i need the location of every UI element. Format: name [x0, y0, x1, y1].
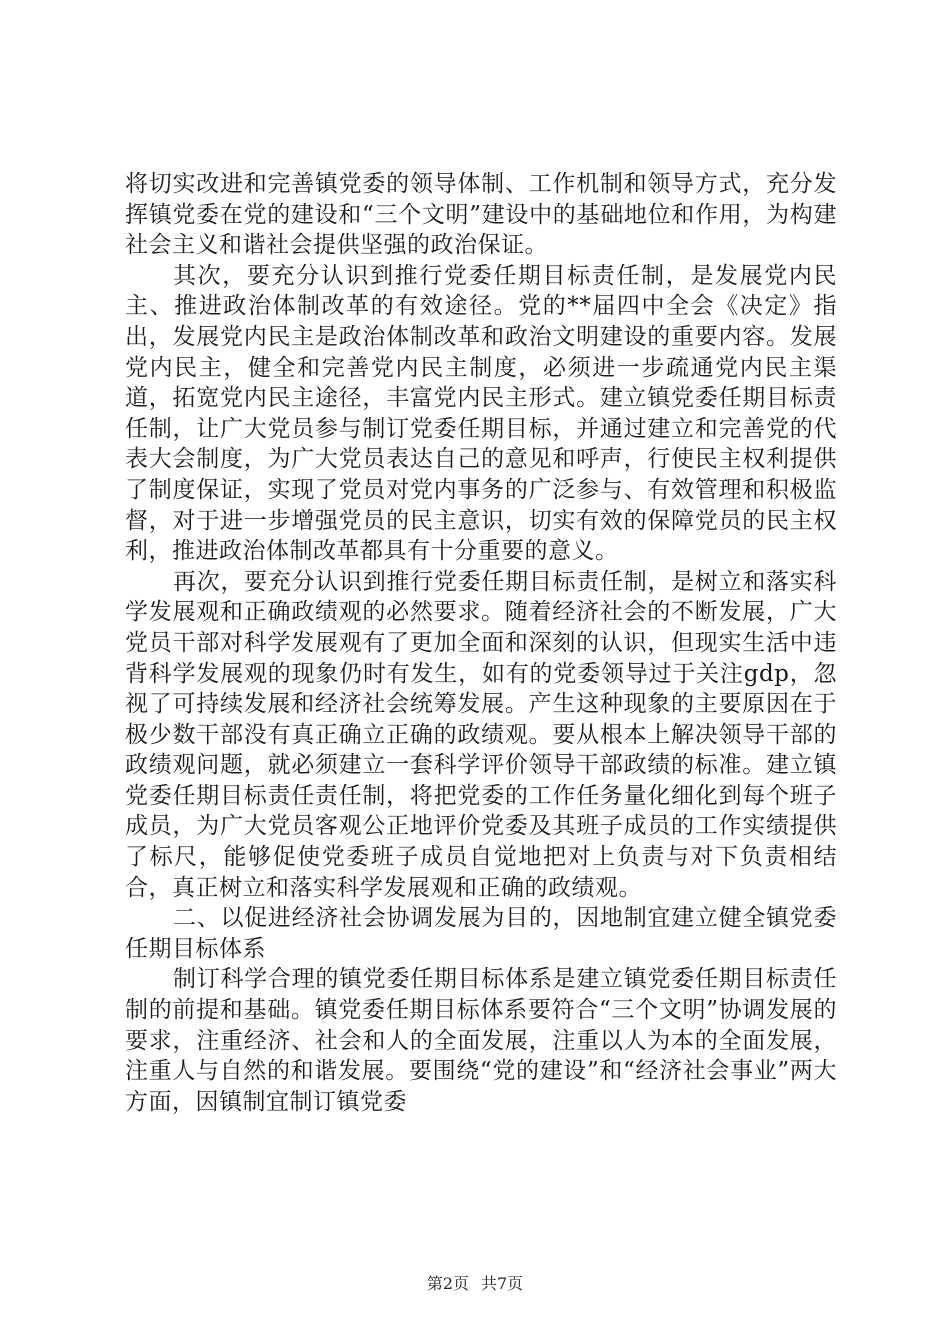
- paragraph-secondly: 其次，要充分认识到推行党委任期目标责任制，是发展党内民主、推进政治体制改革的有效途径。党的**届四中全会《决定》指出，发展党内民主是政治体制改革和政治文明建设的重要内容。发展党内民主，健全和完善党内民主制度，必须进一步疏通党内民主渠道，拓宽党内民主途径，丰富党内民主形式。建立镇党委任期目标责任制，让广大党员参与制订党委任期目标，并通过建立和完善党的代表大会制度，为广大党员表达自己的意见和呼声，行使民主权利提供了制度保证，实现了党员对党内事务的广泛参与、有效管理和积极监督，对于进一步增强党员的民主意识，切实有效的保障党员的民主权利，推进政治体制改革都具有十分重要的意义。: [125, 262, 837, 565]
- page-number: 第2页: [426, 1274, 469, 1293]
- page-footer: [0, 1274, 950, 1294]
- paragraph-thirdly: 再次，要充分认识到推行党委任期目标责任制，是树立和落实科学发展观和正确政绩观的必然要求。随着经济社会的不断发展，广大党员干部对科学发展观有了更加全面和深刻的认识，但现实生活中违背科学发展观的现象仍时有发生，如有的党委领导过于关注gdp，忽视了可持续发展和经济社会统筹发展。产生这种现象的主要原因在于极少数干部没有真正确立正确的政绩观。要从根本上解决领导干部的政绩观问题，就必须建立一套科学评价领导干部政绩的标准。建立镇党委任期目标责任责任制，将把党委的工作任务量化细化到每个班子成员，为广大党员客观公正地评价党委及其班子成员的工作实绩提供了标尺，能够促使党委班子成员自觉地把对上负责与对下负责相结合，真正树立和落实科学发展观和正确的政绩观。: [125, 568, 837, 901]
- section-heading-two: 二、以促进经济社会协调发展为目的，因地制宜建立健全镇党委任期目标体系: [125, 905, 837, 962]
- paragraph-continuation: 将切实改进和完善镇党委的领导体制、工作机制和领导方式，充分发挥镇党委在党的建设和“三个文明”建设中的基础地位和作用，为构建社会主义和谐社会提供坚强的政治保证。: [125, 171, 837, 259]
- paragraph-target-system: 制订科学合理的镇党委任期目标体系是建立镇党委任期目标责任制的前提和基础。镇党委任期目标体系要符合“三个文明”协调发展的要求，注重经济、社会和人的全面发展，注重以人为本的全面发展，注重人与自然的和谐发展。要围绕“党的建设”和“经济社会事业”两大方面，因镇制宜制订镇党委: [125, 966, 837, 1115]
- document-body: [125, 169, 837, 1117]
- page-total: 共7页: [481, 1274, 524, 1293]
